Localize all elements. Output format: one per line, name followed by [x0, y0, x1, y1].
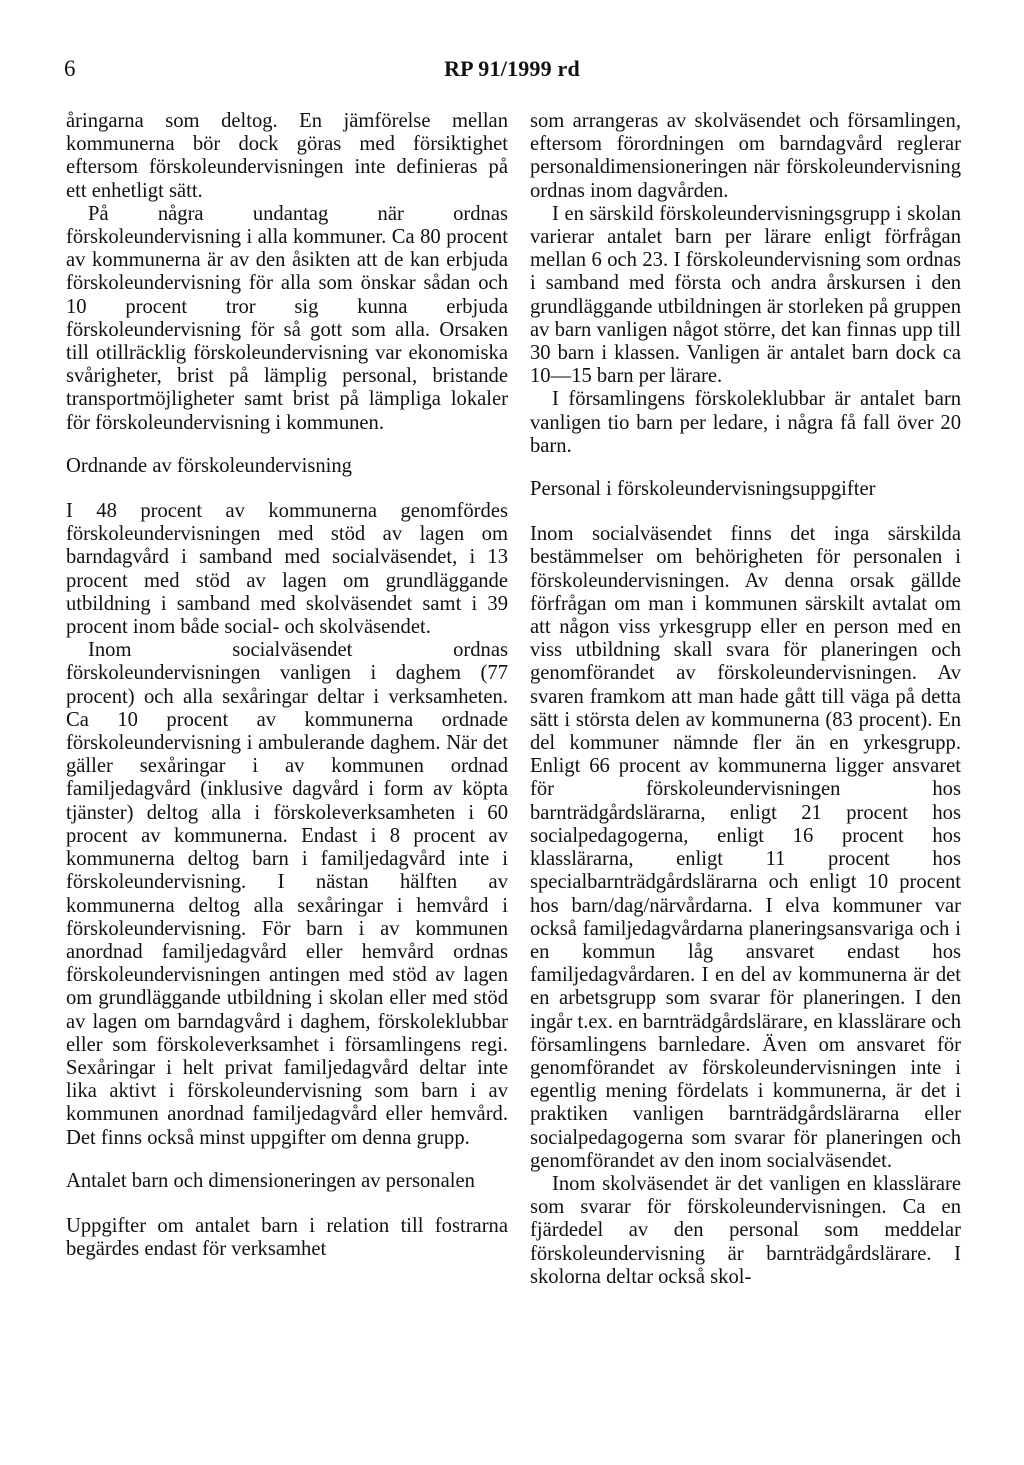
section-heading: Personal i förskoleundervisningsuppgifter: [530, 478, 876, 501]
paragraph: som arrangeras av skolväsendet och församlingen, eftersom förordningen om barndagvård reglerar personaldimensioneringen när förskoleundervisning ordnas inom dagvården.: [530, 110, 961, 202]
right-column: [530, 110, 961, 1289]
running-header: RP 91/1999 rd: [444, 56, 580, 81]
paragraph: Inom socialväsendet finns det inga särskilda bestämmelser om behörigheten för personalen i förskoleundervisningen. Av denna orsak gällde förfrågan om man i kommunen särskilt avtalat om att någon viss yrkesgrupp eller en person med en viss utbildning skall svara för planeringen och genomförandet av förskoleundervisningen. Av svaren framkom att man hade gått till väga på detta sätt i största delen av kommunerna (83 procent). En del kommuner nämnde fler än en yrkesgrupp. Enligt 66 procent av kommunerna ligger ansvaret för förskoleundervisningen hos barnträdgårdslärarna, enligt 21 procent hos socialpedagogerna, enligt 16 procent hos klasslärarna, enligt 11 procent hos specialbarnträdgårdslärarna och enligt 10 procent hos barn/dag/närvårdarna. I elva kommuner var också familjedagvårdarna planeringsansvariga och i en kommun låg ansvaret endast hos familjedagvårdaren. I en del av kommunerna är det en arbetsgrupp som svarar för planeringen. I den ingår t.ex. en barnträdgårdslärare, en klasslärare och församlingens barnledare. Även om ansvaret för genomförandet av förskoleundervisningen inte i egentlig mening fördelats i kommunerna, är det i praktiken vanligen barnträdgårdslärarna eller socialpedagogerna som svarar för planeringen och genomförandet av den inom socialväsendet.: [530, 523, 961, 1172]
paragraph: åringarna som deltog. En jämförelse mellan kommunerna bör dock göras med försiktighet eftersom förskoleundervisningen inte definieras på ett enhetligt sätt.: [66, 110, 508, 202]
paragraph: I 48 procent av kommunerna genomfördes förskoleundervisningen med stöd av lagen om barndagvård i samband med socialväsendet, i 13 procent med stöd av lagen om grundläggande utbildning i samband med skolväsendet samt i 39 procent inom både social- och skolväsendet.: [66, 500, 508, 639]
page-number: 6: [64, 56, 76, 81]
paragraph: På några undantag när ordnas förskoleundervisning i alla kommuner. Ca 80 procent av kommunerna är av den åsikten att de kan erbjuda förskoleundervisning för alla som önskar sådan och 10 procent tror sig kunna erbjuda förskoleundervisning för så gott som alla. Orsaken till otillräcklig förskoleundervisning var ekonomiska svårigheter, brist på lämplig personal, bristande transportmöjligheter samt brist på lämpliga lokaler för förskoleundervisning i kommunen.: [66, 202, 508, 434]
paragraph: Inom socialväsendet ordnas förskoleundervisningen vanligen i daghem (77 procent) och alla sexåringar deltar i verksamheten. Ca 10 procent av kommunerna ordnade förskoleundervisning i ambulerande daghem. När det gäller sexåringar i av kommunen ordnad familjedagvård (inklusive dagvård i form av köpta tjänster) deltog alla i förskoleverksamheten i 60 procent av kommunerna. Endast i 8 procent av kommunerna deltog barn i familjedagvård inte i förskoleundervisning. I nästan hälften av kommunerna deltog alla sexåringar i hemvård i förskoleundervisning. För barn i av kommunen anordnad familjedagvård eller hemvård ordnas förskoleundervisningen antingen med stöd av lagen om grundläggande utbildning i skolan eller med stöd av lagen om barndagvård i daghem, förskoleklubbar eller som förskoleverksamhet i församlingens regi. Sexåringar i helt privat familjedagvård deltar inte lika aktivt i förskoleundervisning som barn i av kommunen anordnad familjedagvård eller hemvård. Det finns också minst uppgifter om denna grupp.: [66, 639, 508, 1149]
paragraph: I en särskild förskoleundervisningsgrupp i skolan varierar antalet barn per lärare enligt förfrågan mellan 6 och 23. I förskoleundervisning som ordnas i samband med första och andra årskursen i den grundläggande utbildningen är storleken på gruppen av barn vanligen något större, det kan finnas upp till 30 barn i klassen. Vanligen är antalet barn dock ca 10—15 barn per lärare.: [530, 202, 961, 388]
paragraph: Uppgifter om antalet barn i relation till fostrarna begärdes endast för verksamhet: [66, 1214, 508, 1261]
paragraph: Inom skolväsendet är det vanligen en klasslärare som svarar för förskoleundervisningen. Ca en fjärdedel av den personal som meddelar förskoleundervisning är barnträdgårdslärare. I skolorna deltar också skol-: [530, 1172, 961, 1288]
section-heading: Ordnande av förskoleundervisning: [66, 454, 352, 477]
paragraph: I församlingens förskoleklubbar är antalet barn vanligen tio barn per ledare, i några få fall över 20 barn.: [530, 388, 961, 457]
section-heading: Antalet barn och dimensioneringen av personalen: [66, 1169, 475, 1192]
left-column: [66, 110, 508, 1261]
